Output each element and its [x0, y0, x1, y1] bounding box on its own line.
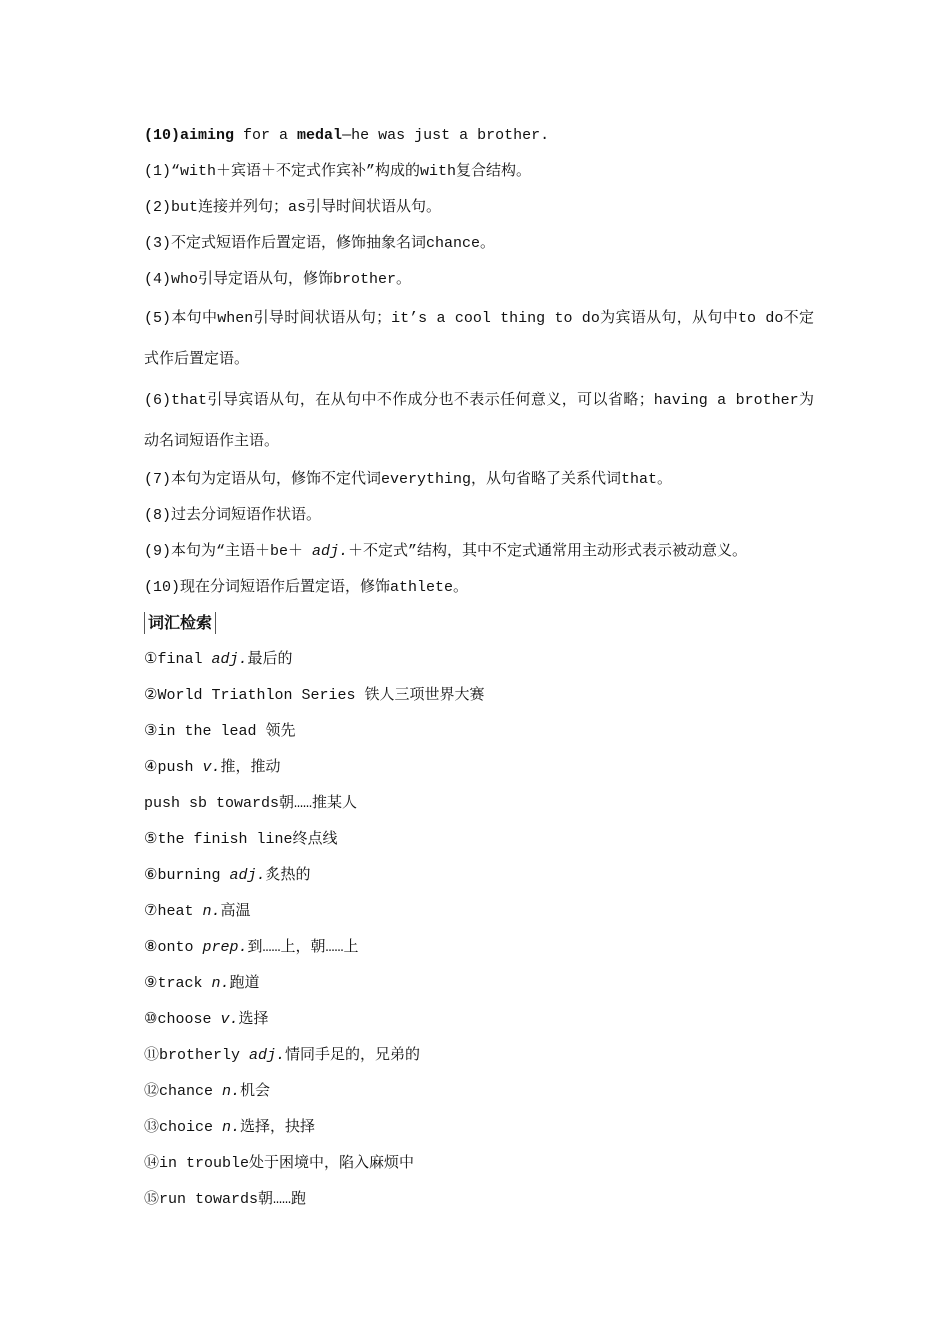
sentence-text: for a — [234, 127, 298, 144]
section-title: 词汇检索 — [144, 612, 216, 634]
vocab-text: push sb towards朝……推某人 — [144, 795, 358, 812]
vocab-item — [144, 858, 814, 894]
vocab-text: ⑫chance — [144, 1083, 223, 1100]
vocab-part-of-speech: adj. — [211, 651, 248, 668]
vocab-text: 到……上，朝……上 — [247, 939, 359, 956]
vocab-item — [144, 1110, 814, 1146]
vocab-text: 高温 — [220, 903, 251, 920]
vocab-item — [144, 1146, 814, 1182]
keyword-medal: medal — [297, 127, 343, 144]
note-9-pos: adj. — [312, 543, 349, 560]
vocab-item — [144, 786, 814, 822]
vocab-text: ②World Triathlon Series 铁人三项世界大赛 — [144, 687, 485, 704]
vocab-text: 选择 — [238, 1011, 269, 1028]
vocab-item — [144, 822, 814, 858]
vocab-text: 跑道 — [229, 975, 260, 992]
vocab-part-of-speech: adj. — [229, 867, 266, 884]
vocab-text: ⑧onto — [144, 939, 203, 956]
note-8: (8)过去分词短语作状语。 — [144, 507, 322, 524]
section-header-row — [144, 606, 814, 642]
note-5: (5)本句中when引导时间状语从句；it’s a cool thing to do为宾语从句，从句中to do不定式作后置定语。 — [144, 310, 814, 368]
vocab-text: ⑪brotherly — [144, 1047, 250, 1064]
vocab-item — [144, 1074, 814, 1110]
note-4: (4)who引导定语从句，修饰brother。 — [144, 271, 412, 288]
vocab-item — [144, 1038, 814, 1074]
vocab-text: ⑮run towards朝……跑 — [144, 1191, 307, 1208]
vocab-item — [144, 930, 814, 966]
vocab-part-of-speech: v. — [220, 1011, 239, 1028]
sentence-number: (10) — [144, 127, 181, 144]
vocab-text: ①final — [144, 651, 212, 668]
vocab-list — [144, 642, 814, 1218]
vocab-item — [144, 642, 814, 678]
vocab-text: 炙热的 — [265, 867, 311, 884]
vocab-item — [144, 678, 814, 714]
note-1: (1)“with＋宾语＋不定式作宾补”构成的with复合结构。 — [144, 163, 532, 180]
vocab-text: ④push — [144, 759, 203, 776]
keyword-aiming: aiming — [180, 127, 235, 144]
note-6: (6)that引导宾语从句，在从句中不作成分也不表示任何意义，可以省略；having a brother为动名词短语作主语。 — [144, 392, 814, 450]
vocab-text: ⑭in trouble处于困境中，陷入麻烦中 — [144, 1155, 415, 1172]
vocab-part-of-speech: n. — [202, 903, 221, 920]
note-9 — [144, 534, 814, 570]
vocab-part-of-speech: n. — [222, 1119, 241, 1136]
vocab-text: 选择，抉择 — [240, 1119, 316, 1136]
sentence-text: —he was just a brother. — [342, 127, 550, 144]
vocab-item — [144, 1002, 814, 1038]
vocab-part-of-speech: n. — [222, 1083, 241, 1100]
vocab-item — [144, 1182, 814, 1218]
vocab-part-of-speech: adj. — [249, 1047, 286, 1064]
vocab-text: ⑥burning — [144, 867, 230, 884]
vocab-part-of-speech: n. — [211, 975, 230, 992]
vocab-item — [144, 966, 814, 1002]
note-3: (3)不定式短语作后置定语，修饰抽象名词chance。 — [144, 235, 496, 252]
vocab-part-of-speech: prep. — [202, 939, 248, 956]
vocab-text: ⑩choose — [144, 1011, 221, 1028]
vocab-text: ③in the lead 领先 — [144, 723, 296, 740]
vocab-text: 情同手足的，兄弟的 — [285, 1047, 421, 1064]
vocab-part-of-speech: v. — [202, 759, 221, 776]
note-9-text: (9)本句为“主语＋be＋ — [144, 543, 313, 560]
document-page — [144, 118, 814, 1218]
note-10: (10)现在分词短语作后置定语，修饰athlete。 — [144, 579, 469, 596]
vocab-text: ⑦heat — [144, 903, 203, 920]
note-2: (2)but连接并列句；as引导时间状语从句。 — [144, 199, 442, 216]
vocab-text: ⑤the finish line终点线 — [144, 831, 338, 848]
vocab-item — [144, 714, 814, 750]
sentence-line-10 — [144, 118, 814, 154]
vocab-item — [144, 750, 814, 786]
vocab-text: 机会 — [240, 1083, 271, 1100]
note-7: (7)本句为定语从句，修饰不定代词everything，从句省略了关系代词that。 — [144, 471, 673, 488]
vocab-text: ⑬choice — [144, 1119, 223, 1136]
vocab-text: ⑨track — [144, 975, 212, 992]
note-9-text: ＋不定式”结构，其中不定式通常用主动形式表示被动意义。 — [348, 543, 748, 560]
vocab-text: 推，推动 — [220, 759, 281, 776]
vocab-text: 最后的 — [247, 651, 293, 668]
vocab-item — [144, 894, 814, 930]
